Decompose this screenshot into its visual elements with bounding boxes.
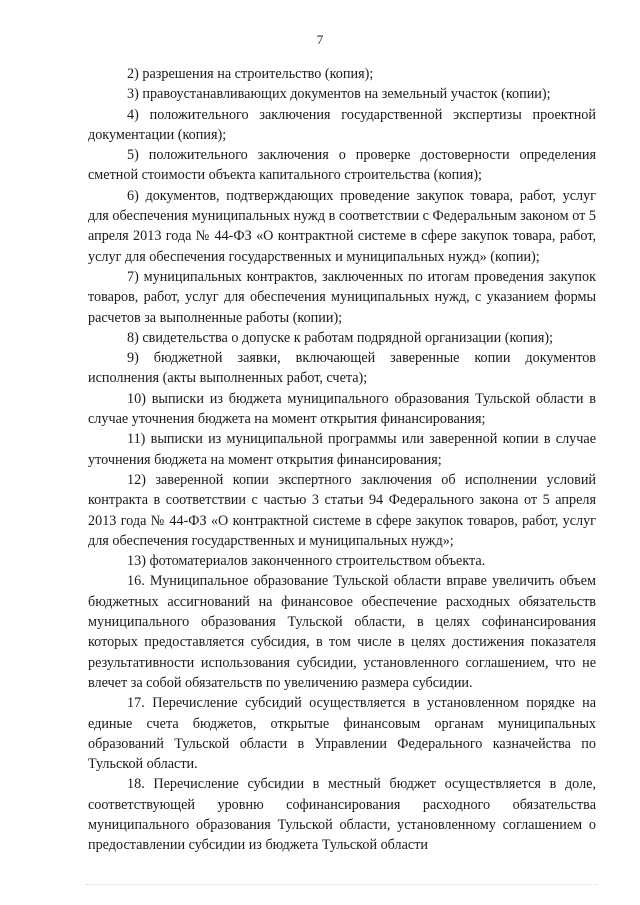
- clause-18: 18. Перечисление субсидии в местный бюджет осуществляется в доле, соответствующей уровню софинансирования расходного обязательства муниципального образования Тульской области, установленному соглашением о предоставлении субсидии из бюджета Тульской области: [88, 776, 596, 854]
- list-item-13-photo-materials: 13) фотоматериалов законченного строительством объекта.: [127, 553, 486, 570]
- page-number: 7: [316, 32, 324, 47]
- list-item-9-budget-request: 9) бюджетной заявки, включающей заверенные копии документов исполнения (акты выполненных работ, счета);: [88, 350, 596, 387]
- list-item-12-expert-conclusion: 12) заверенной копии экспертного заключения об исполнении условий контракта в соответствии с частью 3 статьи 94 Федерального закона от 5 апреля 2013 года № 44-ФЗ «О контрактной системе в сфере закупок товаров, работ, услуг для обеспечения государственных и муниципальных нужд»;: [88, 471, 596, 549]
- scan-footer-artifact: [86, 884, 598, 888]
- list-item-6-procurement-documents: 6) документов, подтверждающих проведение закупок товара, работ, услуг для обеспечения муниципальных нужд в соответствии с Федеральным законом от 5 апреля 2013 года № 44-ФЗ «О контрактной системе в сфере закупок товара, работ, услуг для обеспечения государственных и муниципальных нужд» (копии);: [88, 187, 596, 265]
- list-item-5-cost-verification-conclusion: 5) положительного заключения о проверке достоверности определения сметной стоимости объекта капитального строительства (копия);: [88, 147, 596, 184]
- list-item-7-municipal-contracts: 7) муниципальных контрактов, заключенных по итогам проведения закупок товаров, работ, услуг для обеспечения муниципальных нужд, с указанием формы расчетов за выполненные работы (копии);: [88, 268, 596, 326]
- list-item-10-budget-extract: 10) выписки из бюджета муниципального образования Тульской области в случае уточнения бюджета на момент открытия финансирования;: [88, 390, 596, 428]
- document-body: [88, 64, 596, 856]
- clause-17: 17. Перечисление субсидий осуществляется в установленном порядке на единые счета бюджетов, открытые финансовым органам муниципальных образований Тульской области в Управлении Федерального казначейства по Тульской области.: [88, 695, 596, 773]
- clause-16: 16. Муниципальное образование Тульской области вправе увеличить объем бюджетных ассигнований на финансовое обеспечение расходных обязательств муниципального образования Тульской области, в целях софинансирования которых предоставляется субсидия, в том числе в целях достижения показателя результативности использования субсидии, установленного соглашением, что не влечет за собой обязательств по увеличению размера субсидии.: [88, 573, 596, 691]
- list-item-2-building-permit: 2) разрешения на строительство (копия);: [127, 66, 374, 82]
- list-item-8-contractor-certificate: 8) свидетельства о допуске к работам подрядной организации (копия);: [127, 329, 554, 346]
- list-item-4-state-expertise-conclusion: 4) положительного заключения государственной экспертизы проектной документации (копия);: [88, 106, 596, 143]
- list-item-3-land-title-documents: 3) правоустанавливающих документов на земельный участок (копии);: [127, 86, 551, 103]
- list-item-11-program-extract: 11) выписки из муниципальной программы или заверенной копии в случае уточнения бюджета на момент открытия финансирования;: [88, 431, 596, 468]
